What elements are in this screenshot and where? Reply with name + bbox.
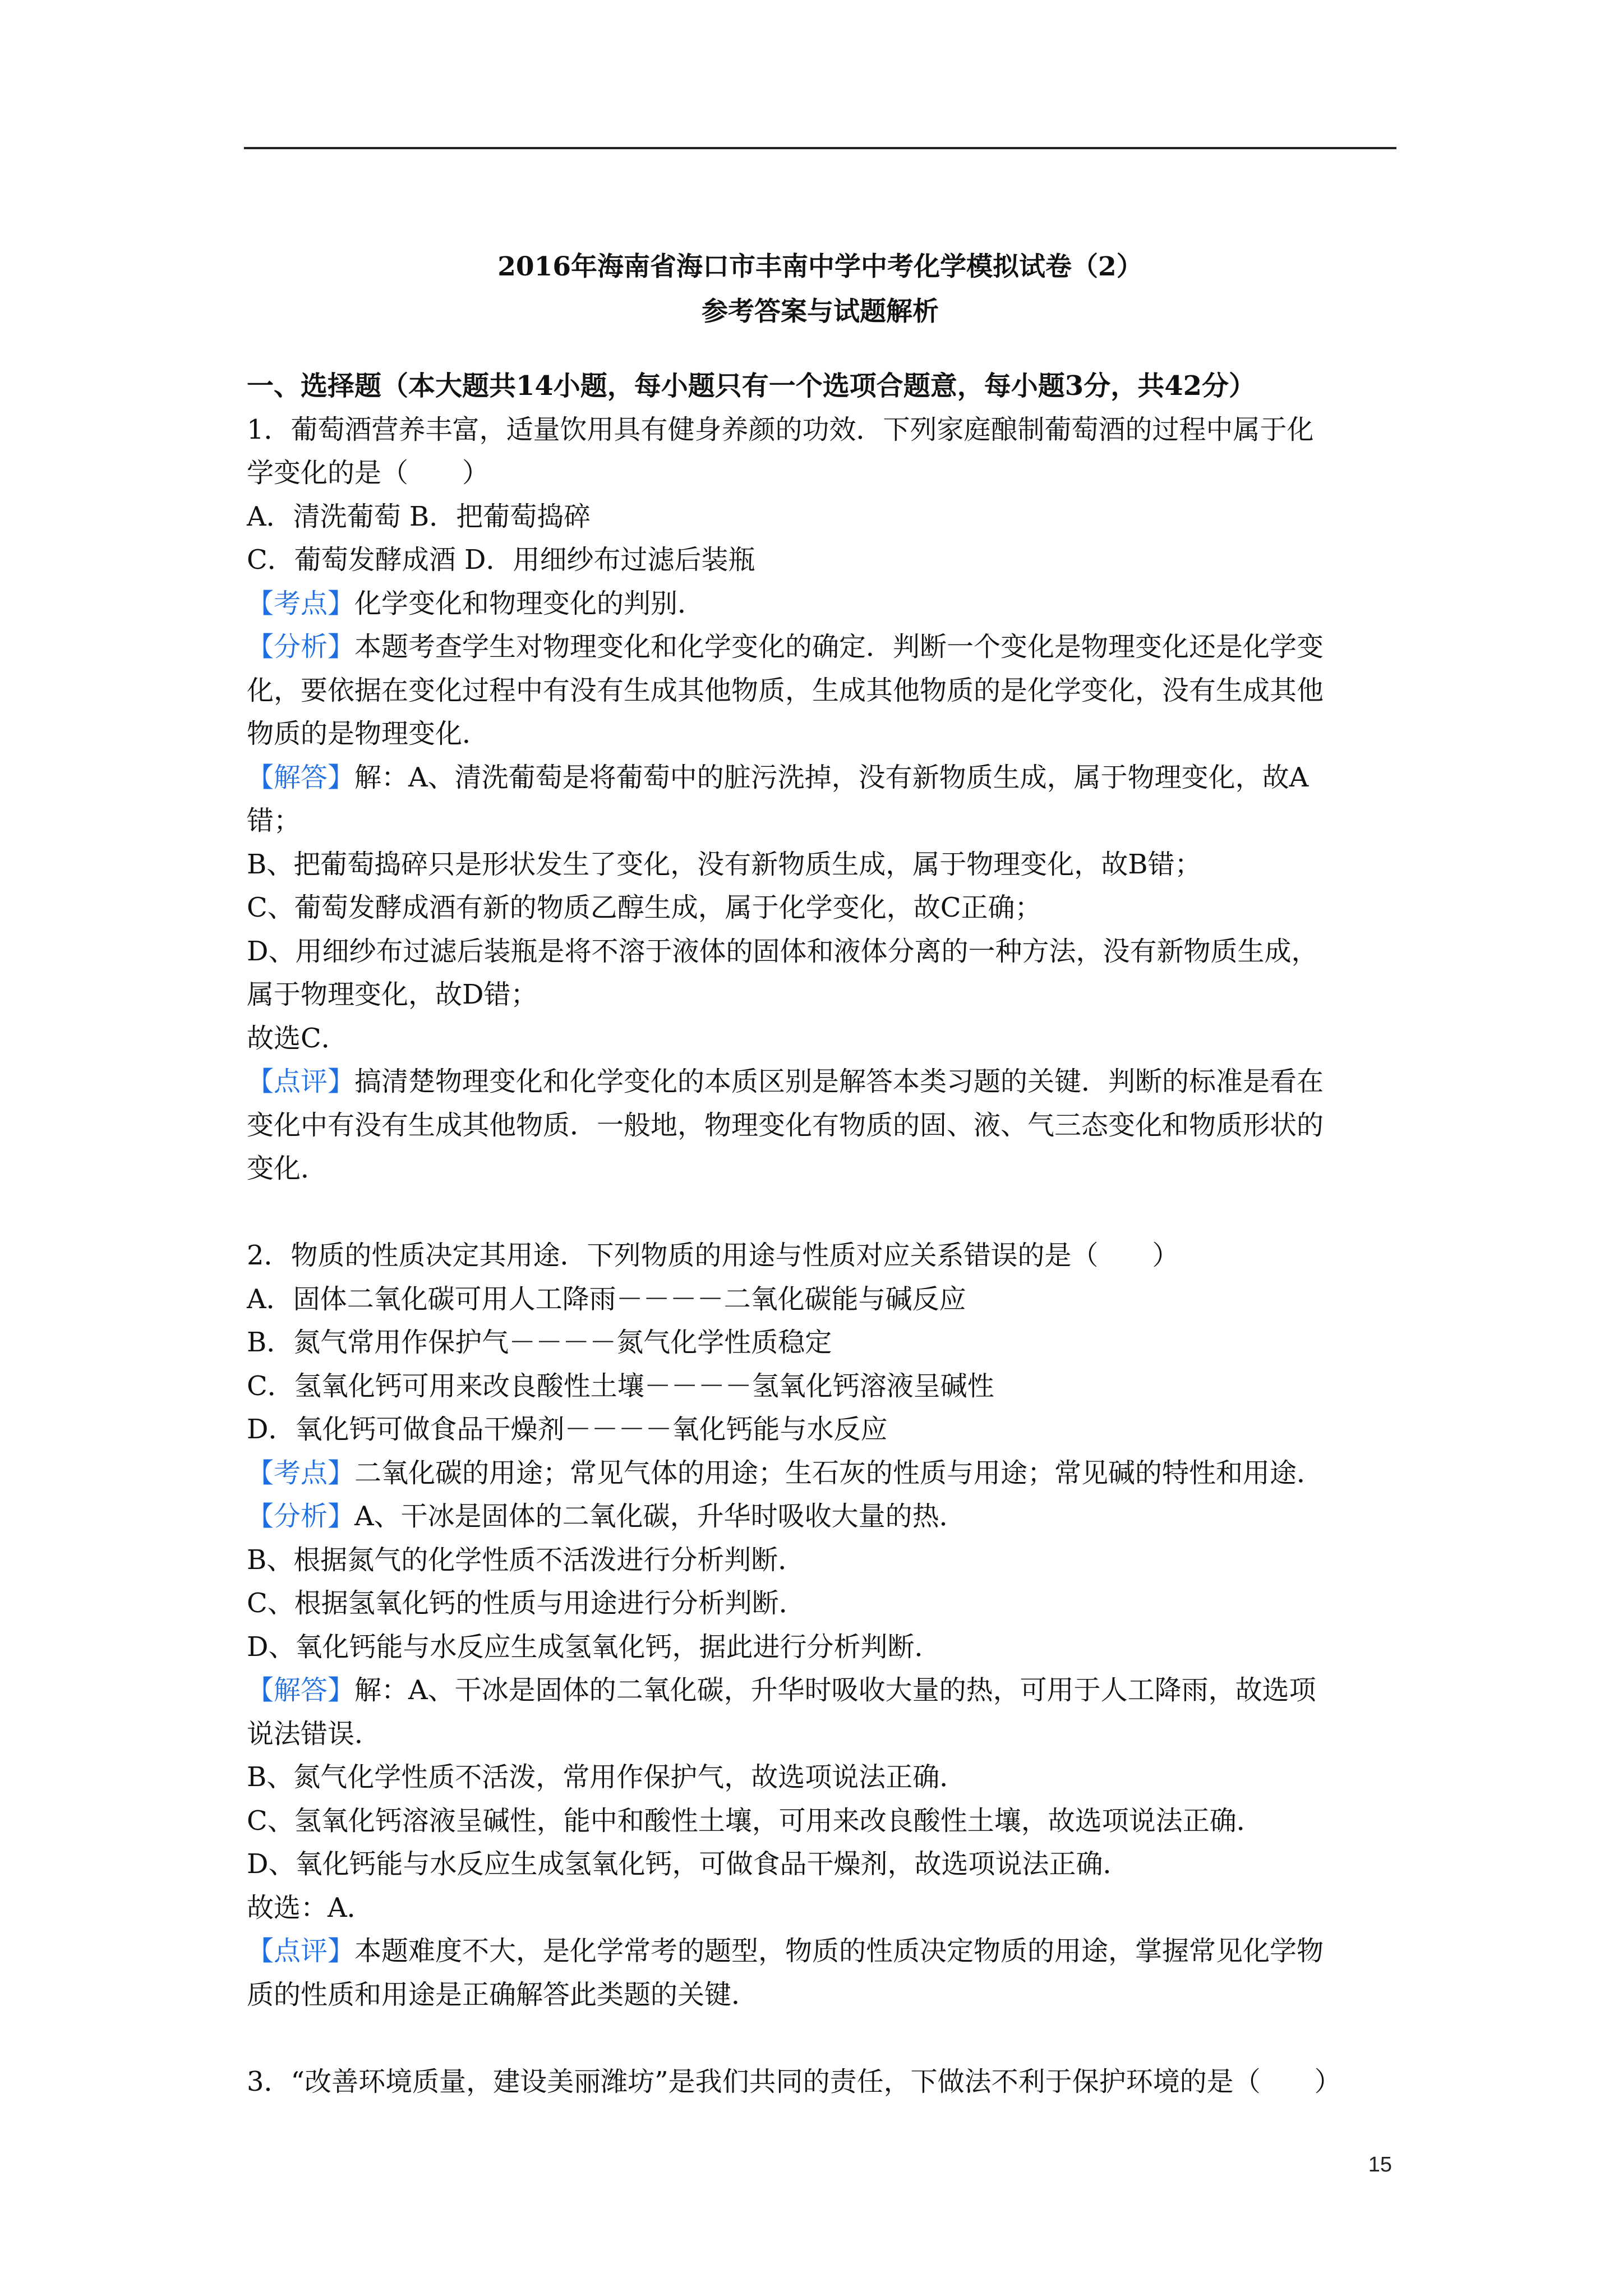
fenxi-line	[247, 1495, 1402, 1539]
section-heading: 一、选择题（本大题共14小题，每小题只有一个选项合题意，每小题3分，共42分）	[247, 370, 1256, 402]
question-3	[247, 2060, 1402, 2104]
jieda-text: D、用细纱布过滤后装瓶是将不溶于液体的固体和液体分离的一种方法，没有新物质生成，	[247, 935, 1318, 967]
dianping-line	[247, 1930, 1402, 1973]
dianping-text: 搞清楚物理变化和化学变化的本质区别是解答本类习题的关键．判断的标准是看在	[354, 1066, 1324, 1097]
question-stem: 1．葡萄酒营养丰富，适量饮用具有健身养颜的功效．下列家庭酿制葡萄酒的过程中属于化	[247, 413, 1314, 445]
question-stem: 2．物质的性质决定其用途．下列物质的用途与性质对应关系错误的是（ ）	[247, 1240, 1179, 1271]
question-option: B．氮气常用作保护气－－－－氮气化学性质稳定	[247, 1327, 832, 1358]
kaodian-text: 化学变化和物理变化的判别．	[354, 587, 705, 619]
header-rule	[244, 147, 1396, 149]
jieda-tag: 【解答】	[247, 761, 355, 793]
dianping-text: 质的性质和用途是正确解答此类题的关键．	[247, 1978, 759, 2010]
fenxi-text: B、根据氮气的化学性质不活泼进行分析判断．	[247, 1544, 805, 1576]
title-block	[244, 245, 1396, 334]
question-options: C．葡萄发酵成酒 D．用细纱布过滤后装瓶	[247, 544, 755, 576]
question-2	[247, 1234, 1402, 2017]
document-subtitle: 参考答案与试题解析	[702, 296, 939, 327]
fenxi-text: 本题考查学生对物理变化和化学变化的确定．判断一个变化是物理变化还是化学变	[354, 631, 1324, 662]
dianping-text: 变化中有没有生成其他物质．一般地，物理变化有物质的固、液、气三态变化和物质形状的	[247, 1109, 1324, 1141]
fenxi-text: 化，要依据在变化过程中有没有生成其他物质，生成其他物质的是化学变化，没有生成其他	[247, 674, 1324, 706]
spacer	[247, 1191, 1402, 1235]
dianping-line	[247, 1060, 1402, 1104]
jieda-text: C、葡萄发酵成酒有新的物质乙醇生成，属于化学变化，故C正确；	[247, 892, 1042, 923]
question-option: A．固体二氧化碳可用人工降雨－－－－二氧化碳能与碱反应	[247, 1283, 966, 1315]
kaodian-line	[247, 582, 1402, 626]
document-title: 2016年海南省海口市丰南中学中考化学模拟试卷（2）	[497, 251, 1143, 282]
fenxi-tag: 【分析】	[247, 1501, 355, 1532]
kaodian-text: 二氧化碳的用途；常见气体的用途；生石灰的性质与用途；常见碱的特性和用途．	[354, 1457, 1324, 1489]
jieda-text: 属于物理变化，故D错；	[247, 979, 538, 1010]
jieda-text: 故选C．	[247, 1022, 348, 1054]
document-body	[247, 365, 1402, 2104]
jieda-text: D、氧化钙能与水反应生成氢氧化钙，可做食品干燥剂，故选项说法正确．	[247, 1848, 1130, 1880]
dianping-tag: 【点评】	[247, 1066, 355, 1097]
jieda-tag: 【解答】	[247, 1674, 355, 1706]
page-number: 15	[1368, 2153, 1392, 2177]
jieda-text: 故选：A．	[247, 1892, 374, 1924]
jieda-text: 解：A、干冰是固体的二氧化碳，升华时吸收大量的热，可用于人工降雨，故选项	[354, 1674, 1316, 1706]
jieda-line	[247, 756, 1402, 800]
jieda-text: B、把葡萄捣碎只是形状发生了变化，没有新物质生成，属于物理变化，故B错；	[247, 848, 1202, 880]
kaodian-tag: 【考点】	[247, 1457, 355, 1489]
fenxi-line	[247, 625, 1402, 669]
jieda-text: 说法错误．	[247, 1718, 382, 1750]
jieda-line	[247, 1669, 1402, 1713]
question-option: C．氢氧化钙可用来改良酸性土壤－－－－氢氧化钙溶液呈碱性	[247, 1370, 994, 1402]
dianping-text: 本题难度不大，是化学常考的题型，物质的性质决定物质的用途，掌握常见化学物	[354, 1935, 1324, 1967]
fenxi-tag: 【分析】	[247, 631, 355, 662]
dianping-text: 变化．	[247, 1153, 328, 1184]
jieda-text: 错；	[247, 805, 301, 836]
kaodian-tag: 【考点】	[247, 587, 355, 619]
jieda-text: B、氮气化学性质不活泼，常用作保护气，故选项说法正确．	[247, 1761, 967, 1793]
jieda-text: 解：A、清洗葡萄是将葡萄中的脏污洗掉，没有新物质生成，属于物理变化，故A	[354, 761, 1309, 793]
kaodian-line	[247, 1452, 1402, 1496]
question-option: D．氧化钙可做食品干燥剂－－－－氧化钙能与水反应	[247, 1414, 888, 1445]
jieda-text: C、氢氧化钙溶液呈碱性，能中和酸性土壤，可用来改良酸性土壤，故选项说法正确．	[247, 1805, 1264, 1837]
spacer	[247, 2017, 1402, 2060]
dianping-tag: 【点评】	[247, 1935, 355, 1967]
fenxi-text: C、根据氢氧化钙的性质与用途进行分析判断．	[247, 1588, 806, 1619]
fenxi-text: 物质的是物理变化．	[247, 718, 490, 749]
question-1	[247, 408, 1402, 1191]
fenxi-text: D、氧化钙能与水反应生成氢氧化钙，据此进行分析判断．	[247, 1631, 942, 1663]
fenxi-text: A、干冰是固体的二氧化碳，升华时吸收大量的热．	[354, 1501, 966, 1532]
question-stem: 学变化的是（ ）	[247, 457, 490, 489]
question-stem: 3．“改善环境质量，建设美丽潍坊”是我们共同的责任，下做法不利于保护环境的是（ ）	[247, 2065, 1341, 2097]
question-options: A．清洗葡萄 B．把葡萄捣碎	[247, 500, 591, 532]
